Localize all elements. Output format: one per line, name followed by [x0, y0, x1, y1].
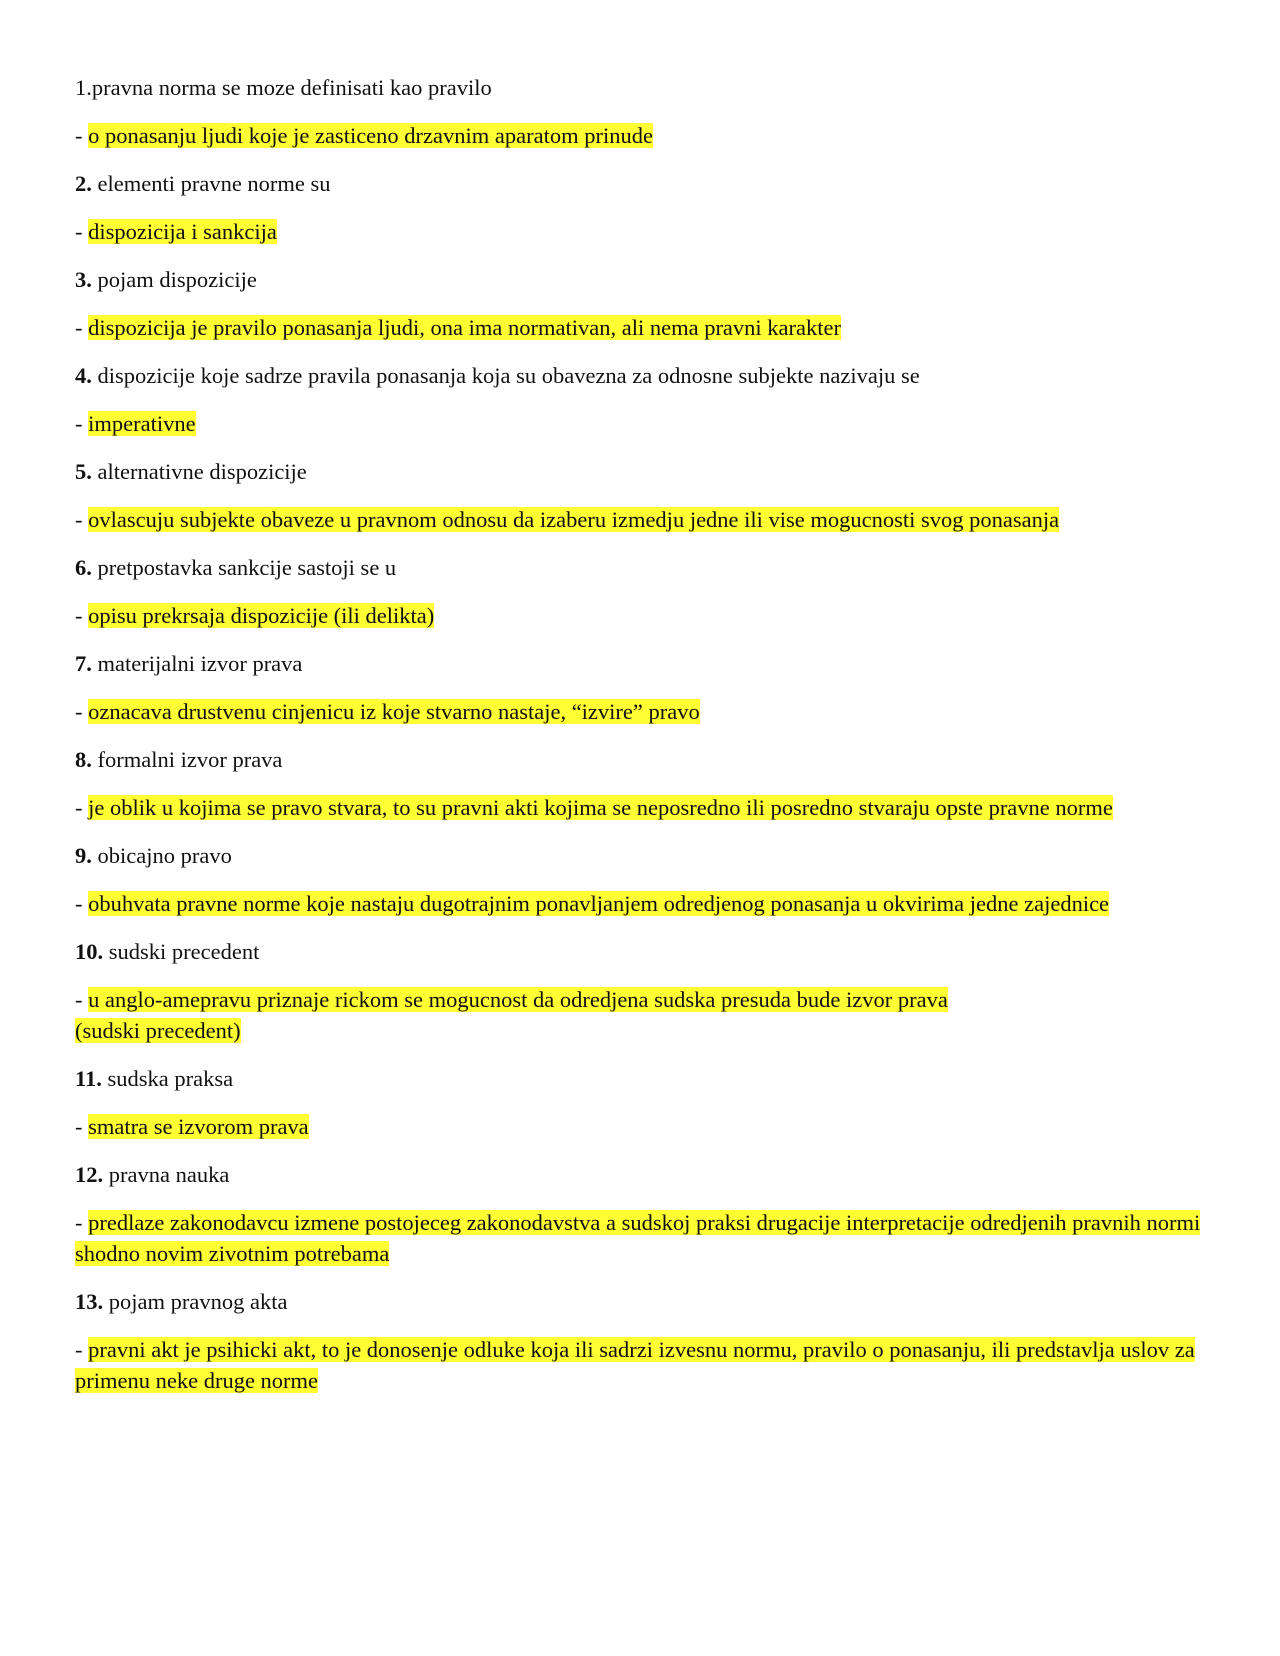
- answer-11: - smatra se izvorom prava: [75, 1114, 309, 1139]
- question-number: 9.: [75, 843, 92, 868]
- answer-1: - o ponasanju ljudi koje je zasticeno drzavnim aparatom prinude: [75, 123, 653, 148]
- question-11: 11. sudska praksa: [75, 1066, 234, 1091]
- question-13: 13. pojam pravnog akta: [75, 1289, 288, 1314]
- answer-2: - dispozicija i sankcija: [75, 219, 277, 244]
- question-number: 2.: [75, 171, 92, 196]
- answer-8: - je oblik u kojima se pravo stvara, to su pravni akti kojima se neposredno ili posredno stvaraju opste pravne norme: [75, 795, 1113, 820]
- question-number: 5.: [75, 459, 92, 484]
- question-number: 3.: [75, 267, 92, 292]
- question-2: 2. elementi pravne norme su: [75, 171, 331, 196]
- answer-7: - oznacava drustvenu cinjenicu iz koje stvarno nastaje, “izvire” pravo: [75, 699, 700, 724]
- question-12: 12. pravna nauka: [75, 1162, 230, 1187]
- question-10: 10. sudski precedent: [75, 939, 260, 964]
- question-number: 11.: [75, 1066, 102, 1091]
- question-1: 1.pravna norma se moze definisati kao pravilo: [75, 75, 492, 100]
- answer-highlight: oznacava drustvenu cinjenicu iz koje stvarno nastaje, “izvire” pravo: [88, 699, 700, 724]
- answer-6: - opisu prekrsaja dispozicije (ili delikta): [75, 603, 435, 628]
- answer-highlight: imperativne: [88, 411, 196, 436]
- question-6: 6. pretpostavka sankcije sastoji se u: [75, 555, 397, 580]
- answer-highlight: smatra se izvorom prava: [88, 1114, 309, 1139]
- answer-highlight: u anglo-amepravu priznaje rickom se mogucnost da odredjena sudska presuda bude izvor prava: [88, 987, 948, 1012]
- answer-13: - pravni akt je psihicki akt, to je donosenje odluke koja ili sadrzi izvesnu normu, pravilo o ponasanju, ili predstavlja uslov za primenu neke druge norme: [75, 1337, 1195, 1393]
- answer-highlight: ovlascuju subjekte obaveze u pravnom odnosu da izaberu izmedju jedne ili vise mogucnosti svog ponasanja: [88, 507, 1060, 532]
- question-8: 8. formalni izvor prava: [75, 747, 283, 772]
- answer-3: - dispozicija je pravilo ponasanja ljudi, ona ima normativan, ali nema pravni karakter: [75, 315, 841, 340]
- answer-highlight: predlaze zakonodavcu izmene postojeceg zakonodavstva a sudskoj praksi drugacije interpretacije odredjenih pravnih normi shodno novim zivotnim potrebama: [75, 1210, 1201, 1266]
- answer-10: - u anglo-amepravu priznaje rickom se mogucnost da odredjena sudska presuda bude izvor prava (sudski precedent): [75, 987, 948, 1043]
- question-7: 7. materijalni izvor prava: [75, 651, 303, 676]
- question-number: 10.: [75, 939, 104, 964]
- document-page: [75, 72, 1205, 1413]
- answer-highlight: o ponasanju ljudi koje je zasticeno drzavnim aparatom prinude: [88, 123, 653, 148]
- question-number: 7.: [75, 651, 92, 676]
- answer-9: - obuhvata pravne norme koje nastaju dugotrajnim ponavljanjem odredjenog ponasanja u okvirima jedne zajednice: [75, 891, 1110, 916]
- question-number: 13.: [75, 1289, 104, 1314]
- question-number: 12.: [75, 1162, 104, 1187]
- answer-12: - predlaze zakonodavcu izmene postojeceg zakonodavstva a sudskoj praksi drugacije interpretacije odredjenih pravnih normi shodno novim zivotnim potrebama: [75, 1210, 1201, 1266]
- answer-highlight-line2: (sudski precedent): [75, 1018, 241, 1043]
- answer-highlight: dispozicija je pravilo ponasanja ljudi, ona ima normativan, ali nema pravni karakter: [88, 315, 841, 340]
- answer-highlight: opisu prekrsaja dispozicije (ili delikta): [88, 603, 435, 628]
- question-9: 9. obicajno pravo: [75, 843, 232, 868]
- question-5: 5. alternativne dispozicije: [75, 459, 307, 484]
- question-number: 4.: [75, 363, 92, 388]
- question-number: 8.: [75, 747, 92, 772]
- answer-highlight: je oblik u kojima se pravo stvara, to su pravni akti kojima se neposredno ili posredno stvaraju opste pravne norme: [88, 795, 1113, 820]
- answer-4: - imperativne: [75, 411, 196, 436]
- answer-highlight: dispozicija i sankcija: [88, 219, 277, 244]
- question-4: 4. dispozicije koje sadrze pravila ponasanja koja su obavezna za odnosne subjekte nazivaju se: [75, 363, 920, 388]
- question-3: 3. pojam dispozicije: [75, 267, 257, 292]
- question-number: 6.: [75, 555, 92, 580]
- answer-highlight: obuhvata pravne norme koje nastaju dugotrajnim ponavljanjem odredjenog ponasanja u okvirima jedne zajednice: [88, 891, 1110, 916]
- answer-5: - ovlascuju subjekte obaveze u pravnom odnosu da izaberu izmedju jedne ili vise mogucnosti svog ponasanja: [75, 507, 1060, 532]
- answer-highlight: pravni akt je psihicki akt, to je donosenje odluke koja ili sadrzi izvesnu normu, pravilo o ponasanju, ili predstavlja uslov za primenu neke druge norme: [75, 1337, 1195, 1393]
